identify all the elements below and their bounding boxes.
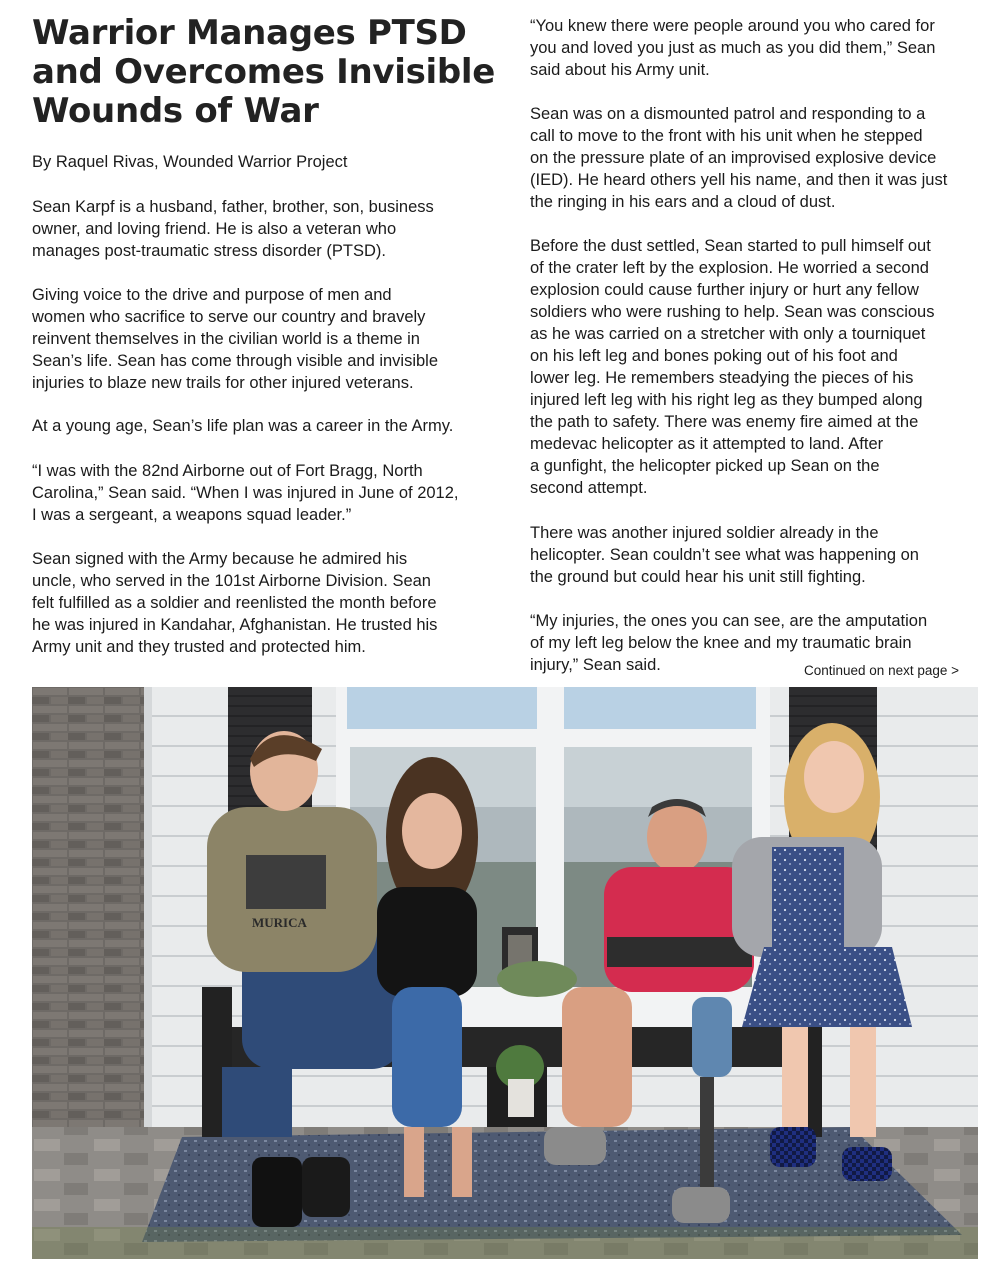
text-line: second attempt. <box>530 479 648 497</box>
text-line: call to move to the front with his unit when he stepped <box>530 127 923 145</box>
window-pane-top-left <box>347 687 537 729</box>
paragraph <box>530 235 934 499</box>
text-line: helicopter. Sean couldn’t see what was happening on <box>530 546 919 564</box>
continued-link[interactable]: Continued on next page > <box>804 663 959 678</box>
paragraph <box>530 15 935 81</box>
text-line: soldiers who were rushing to help. Sean was conscious <box>530 303 935 321</box>
text-line: the ground but could hear his unit still fighting. <box>530 568 866 586</box>
paragraph <box>530 103 947 213</box>
text-line: Sean’s life. Sean has come through visible and invisible <box>32 352 439 370</box>
text-line: Carolina,” Sean said. “When I was injured in June of 2012, <box>32 484 459 502</box>
text-line: he was injured in Kandahar, Afghanistan. He trusted his <box>32 616 438 634</box>
title-line: Wounds of War <box>32 91 319 131</box>
text-line: Sean signed with the Army because he admired his <box>32 550 408 568</box>
text-line: owner, and loving friend. He is also a veteran who <box>32 220 397 238</box>
text-line: injury,” Sean said. <box>530 656 661 674</box>
paragraph <box>32 415 453 437</box>
succulent-plant <box>497 961 577 997</box>
text-line: the ringing in his ears and a cloud of dust. <box>530 193 836 211</box>
text-line: Giving voice to the drive and purpose of men and <box>32 286 392 304</box>
text-line: I was a sergeant, a weapons squad leader.” <box>32 506 352 524</box>
text-line: uncle, who served in the 101st Airborne Division. Sean <box>32 572 431 590</box>
text-line: There was another injured soldier already in the <box>530 524 879 542</box>
paragraph <box>530 522 919 588</box>
text-line: of the crater left by the explosion. He worried a second <box>530 259 929 277</box>
text-line: (IED). He heard others yell his name, and then it was just <box>530 171 948 189</box>
text-line: you and loved you just as much as you did them,” Sean <box>530 39 936 57</box>
text-line: of my left leg below the knee and my traumatic brain <box>530 634 912 652</box>
text-line: said about his Army unit. <box>530 61 710 79</box>
paragraph <box>32 284 438 394</box>
paragraph <box>32 460 459 526</box>
text-line: Army unit and they trusted and protected him. <box>32 638 366 656</box>
text-line: injuries to blaze new trails for other injured veterans. <box>32 374 414 392</box>
text-line: “My injuries, the ones you can see, are the amputation <box>530 612 928 630</box>
prosthetic-leg <box>692 997 732 1077</box>
text-line: Sean Karpf is a husband, father, brother, son, business <box>32 198 434 216</box>
text-line: a gunfight, the helicopter picked up Sean on the <box>530 457 880 475</box>
title-line: Warrior Manages PTSD <box>32 13 467 53</box>
text-line: as he was carried on a stretcher with only a tourniquet <box>530 325 926 343</box>
text-line: lower leg. He remembers steadying the pieces of his <box>530 369 914 387</box>
text-line: on the pressure plate of an improvised explosive device <box>530 149 937 167</box>
shirt-print: MURICA <box>252 915 307 930</box>
text-line: “You knew there were people around you who cared for <box>530 17 935 35</box>
text-line: injured left leg with his right leg as they bumped along <box>530 391 923 409</box>
family-photo <box>32 687 978 1259</box>
porch-scene <box>32 687 978 1259</box>
text-line: the path to safety. There was enemy fire aimed at the <box>530 413 919 431</box>
text-line: medevac helicopter as it attempted to land. After <box>530 435 884 453</box>
text-line: reinvent themselves in the civilian world is a theme in <box>32 330 420 348</box>
window-pane-top-right <box>564 687 756 729</box>
text-line: At a young age, Sean’s life plan was a career in the Army. <box>32 417 454 435</box>
text-line: women who sacrifice to serve our country and bravely <box>32 308 426 326</box>
paragraph <box>32 196 434 262</box>
text-line: felt fulfilled as a soldier and reenlisted the month before <box>32 594 437 612</box>
article-title <box>32 14 502 131</box>
paragraph <box>32 548 437 658</box>
text-line: on his left leg and bones poking out of his foot and <box>530 347 898 365</box>
text-line: manages post-traumatic stress disorder (PTSD). <box>32 242 386 260</box>
title-line: and Overcomes Invisible <box>32 52 496 92</box>
text-line: Sean was on a dismounted patrol and responding to a <box>530 105 926 123</box>
text-line: explosion could cause further injury or hurt any fellow <box>530 281 919 299</box>
brick-column <box>32 687 144 1157</box>
text-line: “I was with the 82nd Airborne out of Fort Bragg, North <box>32 462 423 480</box>
byline: By Raquel Rivas, Wounded Warrior Project <box>32 153 348 171</box>
text-line: Before the dust settled, Sean started to pull himself out <box>530 237 931 255</box>
